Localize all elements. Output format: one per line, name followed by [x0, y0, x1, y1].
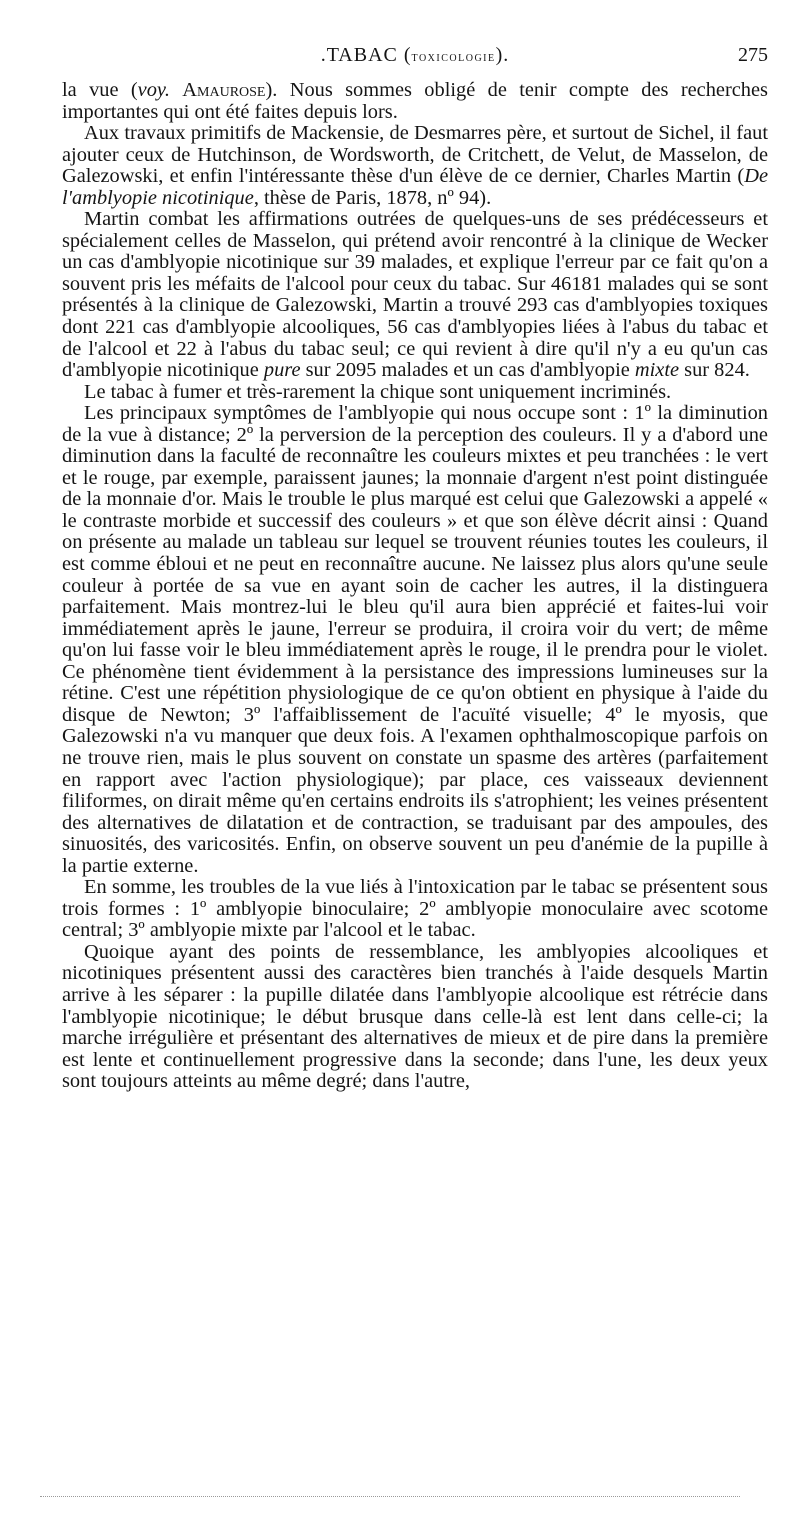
text-run [170, 79, 182, 101]
title-smallcaps: toxicologie [411, 50, 496, 65]
title-prefix: .TABAC ( [320, 44, 412, 66]
text-run: sur 2095 malades et un cas d'amblyopie [300, 359, 635, 382]
text-run: Le tabac à fumer et très-rarement la chique sont uniquement incriminés. [84, 380, 672, 403]
page-number: 275 [738, 44, 768, 66]
text-run: Martin combat les affirmations outrées de quelques-uns de ses prédécesseurs et spécialement celles de Masselon, qui prétend avoir rencontré à la clinique de Wecker un cas d'amblyopie nicotinique sur 39 malades, et explique l'erreur par ce fait qu'on a souvent pris les méfaits de l'alcool pour ceux du tabac. Sur 46181 malades qui se sont présentés à la clinique de Galezowski, Martin a trouvé 293 cas d'amblyopies toxiques dont 221 cas d'amblyopie alcooliques, 56 cas d'amblyopies liées à l'abus du tabac et de l'alcool et 22 à l'abus du tabac seul; ce qui revient à dire qu'il n'y a eu qu'un cas d'amblyopie nicotinique [62, 208, 768, 382]
text-run: sur 824. [679, 359, 750, 382]
italic-run: mixte [634, 359, 680, 382]
smallcaps-run: Amaurose [182, 79, 266, 101]
paragraph-3 [62, 209, 768, 381]
paragraph-4 [62, 382, 768, 404]
italic-run: De l'amblyopie nicotinique [62, 165, 768, 209]
text-run: ). Nous sommes obligé de tenir compte des recherches importantes qui ont été faites depuis lors. [62, 79, 768, 123]
title-suffix: ). [495, 44, 510, 66]
paragraph-7 [62, 942, 768, 1093]
text-run: Aux travaux primitifs de Mackensie, de Desmarres père, et surtout de Sichel, il faut ajouter ceux de Hutchinson, de Wordsworth, de Critchett, de Velut, de Masselon, de Galezowski, et enfin l'intéressante thèse d'un élève de ce dernier, Charles Martin ( [62, 122, 768, 188]
running-head-title [60, 44, 770, 67]
body-text [62, 80, 768, 1093]
paragraph-6 [62, 877, 768, 942]
running-head [60, 44, 770, 74]
italic-run: voy. [137, 79, 170, 101]
paragraph-2 [62, 123, 768, 209]
footer-rule [40, 1496, 740, 1497]
text-run: la vue ( [62, 79, 138, 101]
paragraph-1 [62, 80, 768, 123]
text-run: Quoique ayant des points de ressemblance, les amblyopies alcooliques et nicotiniques présentent aussi des caractères bien tranchés à l'aide desquels Martin arrive à les séparer : la pupille dilatée dans l'amblyopie alcoolique est rétrécie dans l'amblyopie nicotinique; le début brusque dans celle-là est lent dans celle-ci; la marche irrégulière et présentant des alternatives de mieux et de pire dans la première est lente et continuellement progressive dans la seconde; dans l'une, les deux yeux sont toujours atteints au même degré; dans l'autre, [62, 940, 768, 1093]
text-run: Les principaux symptômes de l'amblyopie qui nous occupe sont : 1º la diminution de la vue à distance; 2º la perversion de la perception des couleurs. Il y a d'abord une diminution dans la faculté de reconnaître les couleurs mixtes et peu tranchées : le vert et le rouge, par exemple, paraissent jaunes; la monnaie d'argent n'est point distinguée de la monnaie d'or. Mais le trouble le plus marqué est celui que Galezowski a appelé « le contraste morbide et successif des couleurs » et que son élève décrit ainsi : Quand on présente au malade un tableau sur lequel se trouvent réunies toutes les couleurs, il est comme ébloui et ne peut en reconnaître aucune. Ne laissez plus alors qu'une seule couleur à portée de sa vue en ayant soin de cacher les autres, il la distinguera parfaitement. Mais montrez-lui le bleu qu'il aura bien apprécié et faites-lui voir immédiatement après le jaune, l'erreur se produira, il croira voir du vert; de même qu'on lui fasse voir le bleu immédiatement après le rouge, il le prendra pour le violet. Ce phénomène tient évidemment à la persistance des impressions lumineuses sur la rétine. C'est une répétition physiologique de ce qu'on obtient en physique à l'aide du disque de Newton; 3º l'affaiblissement de l'acuïté visuelle; 4º le myosis, que Galezowski n'a vu manquer que deux fois. A l'examen ophthalmoscopique parfois on ne trouve rien, mais le plus souvent on constate un spasme des artères (parfaitement en rapport avec l'action physiologique); par place, ces vaisseaux deviennent filiformes, on dirait même qu'en certains endroits ils s'atrophient; les veines présentent des alternatives de dilatation et de contraction, se traduisant par des ampoules, des sinuosités, des varicosités. Enfin, on observe souvent un peu d'anémie de la pupille à la partie externe. [62, 402, 768, 877]
italic-run: pure [263, 359, 301, 382]
text-run: En somme, les troubles de la vue liés à l'intoxication par le tabac se présentent sous trois formes : 1º amblyopie binoculaire; 2º amblyopie monoculaire avec scotome central; 3º amblyopie mixte par l'alcool et le tabac. [62, 876, 768, 942]
text-run: , thèse de Paris, 1878, nº 94). [253, 186, 492, 209]
paragraph-5 [62, 403, 768, 877]
